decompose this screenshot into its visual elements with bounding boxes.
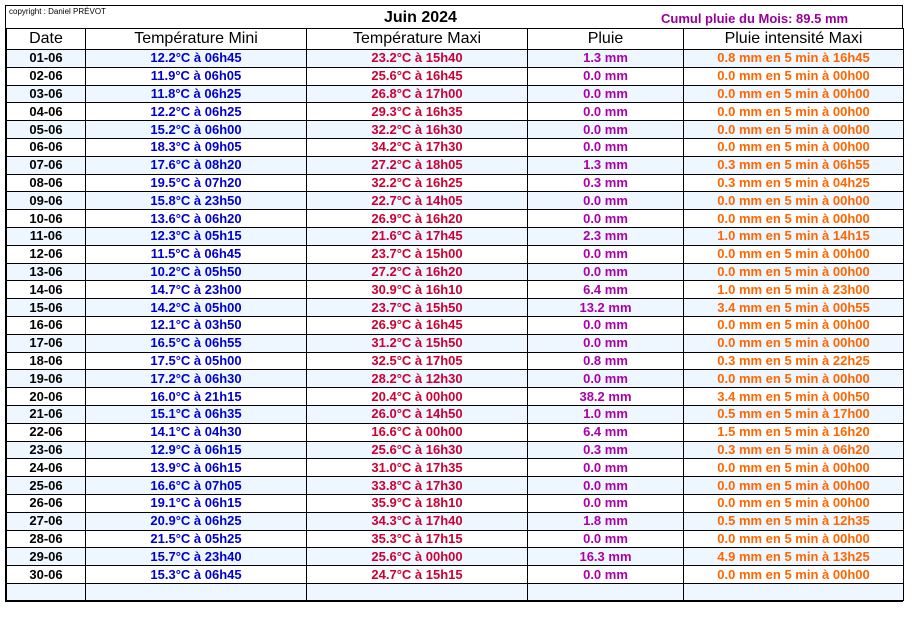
table-cell-rain: 0.0 mm xyxy=(528,210,684,228)
table-cell-temp-max: 24.7°C à 15h15 xyxy=(307,566,528,584)
table-cell-rain: 0.0 mm xyxy=(528,245,684,263)
table-cell-temp-min: 12.3°C à 05h15 xyxy=(86,227,307,245)
table-cell-temp-min: 15.3°C à 06h45 xyxy=(86,566,307,584)
table-header-row xyxy=(7,29,904,50)
table-cell-temp-min: 12.1°C à 03h50 xyxy=(86,316,307,334)
table-cell-rain-intensity: 0.0 mm en 5 min à 00h00 xyxy=(684,263,904,281)
table-cell-temp-max: 20.4°C à 00h00 xyxy=(307,388,528,406)
table-cell-temp-min: 17.2°C à 06h30 xyxy=(86,370,307,388)
table-cell-temp-min: 15.1°C à 06h35 xyxy=(86,405,307,423)
weather-table xyxy=(6,28,904,601)
table-cell-rain: 0.0 mm xyxy=(528,459,684,477)
table-cell-temp-max: 26.8°C à 17h00 xyxy=(307,85,528,103)
table-row xyxy=(7,121,904,139)
copyright-text: copyright : Daniel PRÉVOT xyxy=(9,7,106,16)
header-bar xyxy=(6,6,902,28)
table-cell-empty xyxy=(528,583,684,600)
table-cell-rain-intensity: 0.0 mm en 5 min à 00h00 xyxy=(684,459,904,477)
table-cell-date: 04-06 xyxy=(7,103,86,121)
table-cell-rain: 0.0 mm xyxy=(528,67,684,85)
table-cell-rain-intensity: 0.0 mm en 5 min à 00h00 xyxy=(684,566,904,584)
table-row xyxy=(7,405,904,423)
table-cell-temp-min: 16.5°C à 06h55 xyxy=(86,334,307,352)
table-row xyxy=(7,566,904,584)
table-cell-rain-intensity: 0.3 mm en 5 min à 06h55 xyxy=(684,156,904,174)
table-cell-rain: 0.0 mm xyxy=(528,370,684,388)
table-cell-temp-max: 35.3°C à 17h15 xyxy=(307,530,528,548)
table-row xyxy=(7,138,904,156)
table-row xyxy=(7,192,904,210)
table-cell-rain: 0.0 mm xyxy=(528,263,684,281)
table-cell-temp-max: 25.6°C à 16h30 xyxy=(307,441,528,459)
table-cell-rain: 0.0 mm xyxy=(528,334,684,352)
table-cell-temp-max: 34.3°C à 17h40 xyxy=(307,512,528,530)
table-cell-rain: 0.0 mm xyxy=(528,494,684,512)
table-cell-temp-max: 27.2°C à 16h20 xyxy=(307,263,528,281)
table-cell-temp-min: 13.9°C à 06h15 xyxy=(86,459,307,477)
table-cell-rain: 1.0 mm xyxy=(528,405,684,423)
table-cell-rain-intensity: 0.3 mm en 5 min à 04h25 xyxy=(684,174,904,192)
table-cell-temp-max: 32.2°C à 16h30 xyxy=(307,121,528,139)
table-cell-rain: 16.3 mm xyxy=(528,548,684,566)
table-cell-rain: 0.8 mm xyxy=(528,352,684,370)
table-cell-temp-max: 23.2°C à 15h40 xyxy=(307,50,528,68)
column-header-temp-min: Température Mini xyxy=(86,29,307,50)
table-cell-date: 10-06 xyxy=(7,210,86,228)
table-cell-rain-intensity: 0.0 mm en 5 min à 00h00 xyxy=(684,192,904,210)
page-title: Juin 2024 xyxy=(384,9,457,26)
table-cell-date: 15-06 xyxy=(7,299,86,317)
table-row xyxy=(7,494,904,512)
table-row xyxy=(7,281,904,299)
table-cell-rain: 6.4 mm xyxy=(528,281,684,299)
table-cell-date: 02-06 xyxy=(7,67,86,85)
table-cell-temp-min: 11.9°C à 06h05 xyxy=(86,67,307,85)
table-row xyxy=(7,530,904,548)
table-cell-date: 11-06 xyxy=(7,227,86,245)
table-cell-rain-intensity: 0.3 mm en 5 min à 06h20 xyxy=(684,441,904,459)
table-cell-empty xyxy=(86,583,307,600)
table-row xyxy=(7,423,904,441)
table-cell-temp-min: 19.5°C à 07h20 xyxy=(86,174,307,192)
table-cell-empty xyxy=(684,583,904,600)
table-cell-temp-min: 14.2°C à 05h00 xyxy=(86,299,307,317)
table-cell-rain-intensity: 1.0 mm en 5 min à 14h15 xyxy=(684,227,904,245)
table-cell-date: 20-06 xyxy=(7,388,86,406)
table-cell-temp-max: 33.8°C à 17h30 xyxy=(307,477,528,495)
table-row xyxy=(7,85,904,103)
table-cell-temp-min: 13.6°C à 06h20 xyxy=(86,210,307,228)
table-cell-empty xyxy=(7,583,86,600)
table-cell-temp-max: 26.9°C à 16h45 xyxy=(307,316,528,334)
table-row xyxy=(7,388,904,406)
table-row xyxy=(7,67,904,85)
table-row xyxy=(7,263,904,281)
table-cell-temp-max: 29.3°C à 16h35 xyxy=(307,103,528,121)
table-cell-temp-min: 21.5°C à 05h25 xyxy=(86,530,307,548)
table-cell-rain-intensity: 0.0 mm en 5 min à 00h00 xyxy=(684,334,904,352)
column-header-rain: Pluie xyxy=(528,29,684,50)
table-cell-temp-max: 23.7°C à 15h00 xyxy=(307,245,528,263)
table-cell-rain-intensity: 0.0 mm en 5 min à 00h00 xyxy=(684,477,904,495)
table-cell-temp-max: 26.9°C à 16h20 xyxy=(307,210,528,228)
table-cell-temp-max: 34.2°C à 17h30 xyxy=(307,138,528,156)
table-cell-date: 03-06 xyxy=(7,85,86,103)
table-cell-date: 22-06 xyxy=(7,423,86,441)
table-row xyxy=(7,334,904,352)
column-header-date: Date xyxy=(7,29,86,50)
table-cell-temp-min: 19.1°C à 06h15 xyxy=(86,494,307,512)
table-cell-rain: 0.0 mm xyxy=(528,85,684,103)
table-cell-temp-min: 16.6°C à 07h05 xyxy=(86,477,307,495)
table-cell-date: 23-06 xyxy=(7,441,86,459)
table-cell-temp-max: 30.9°C à 16h10 xyxy=(307,281,528,299)
table-cell-temp-max: 16.6°C à 00h00 xyxy=(307,423,528,441)
table-cell-date: 29-06 xyxy=(7,548,86,566)
table-cell-date: 25-06 xyxy=(7,477,86,495)
table-cell-temp-min: 11.8°C à 06h25 xyxy=(86,85,307,103)
table-cell-temp-min: 17.5°C à 05h00 xyxy=(86,352,307,370)
table-cell-rain-intensity: 0.5 mm en 5 min à 12h35 xyxy=(684,512,904,530)
table-cell-date: 24-06 xyxy=(7,459,86,477)
table-cell-rain: 38.2 mm xyxy=(528,388,684,406)
table-cell-temp-min: 16.0°C à 21h15 xyxy=(86,388,307,406)
table-cell-date: 01-06 xyxy=(7,50,86,68)
table-cell-date: 12-06 xyxy=(7,245,86,263)
table-row xyxy=(7,50,904,68)
monthly-weather-sheet xyxy=(5,5,903,602)
table-cell-date: 17-06 xyxy=(7,334,86,352)
table-cell-date: 16-06 xyxy=(7,316,86,334)
table-row xyxy=(7,210,904,228)
table-cell-temp-max: 26.0°C à 14h50 xyxy=(307,405,528,423)
table-cell-rain: 1.3 mm xyxy=(528,156,684,174)
table-cell-date: 07-06 xyxy=(7,156,86,174)
table-cell-rain-intensity: 0.0 mm en 5 min à 00h00 xyxy=(684,370,904,388)
table-cell-rain-intensity: 0.8 mm en 5 min à 16h45 xyxy=(684,50,904,68)
table-cell-rain-intensity: 3.4 mm en 5 min à 00h50 xyxy=(684,388,904,406)
table-cell-rain: 0.3 mm xyxy=(528,441,684,459)
table-cell-rain: 13.2 mm xyxy=(528,299,684,317)
table-cell-rain-intensity: 0.3 mm en 5 min à 22h25 xyxy=(684,352,904,370)
table-cell-date: 08-06 xyxy=(7,174,86,192)
table-cell-temp-min: 20.9°C à 06h25 xyxy=(86,512,307,530)
table-cell-rain: 0.0 mm xyxy=(528,477,684,495)
table-cell-rain-intensity: 0.0 mm en 5 min à 00h00 xyxy=(684,67,904,85)
table-row xyxy=(7,370,904,388)
table-cell-temp-min: 14.7°C à 23h00 xyxy=(86,281,307,299)
table-cell-date: 19-06 xyxy=(7,370,86,388)
table-row-empty xyxy=(7,583,904,600)
table-row xyxy=(7,352,904,370)
table-cell-temp-min: 12.2°C à 06h25 xyxy=(86,103,307,121)
table-cell-rain: 1.8 mm xyxy=(528,512,684,530)
table-cell-date: 27-06 xyxy=(7,512,86,530)
table-cell-rain-intensity: 0.5 mm en 5 min à 17h00 xyxy=(684,405,904,423)
table-cell-rain-intensity: 0.0 mm en 5 min à 00h00 xyxy=(684,316,904,334)
table-cell-rain: 6.4 mm xyxy=(528,423,684,441)
monthly-rain-total: Cumul pluie du Mois: 89.5 mm xyxy=(661,11,849,26)
table-cell-empty xyxy=(307,583,528,600)
table-cell-rain: 1.3 mm xyxy=(528,50,684,68)
table-cell-rain-intensity: 0.0 mm en 5 min à 00h00 xyxy=(684,245,904,263)
table-cell-rain: 0.0 mm xyxy=(528,566,684,584)
table-cell-temp-max: 32.5°C à 17h05 xyxy=(307,352,528,370)
table-cell-temp-max: 31.2°C à 15h50 xyxy=(307,334,528,352)
column-header-rain-intensity: Pluie intensité Maxi xyxy=(684,29,904,50)
table-cell-temp-min: 10.2°C à 05h50 xyxy=(86,263,307,281)
table-cell-date: 21-06 xyxy=(7,405,86,423)
table-row xyxy=(7,103,904,121)
table-cell-rain: 0.0 mm xyxy=(528,316,684,334)
table-cell-rain: 0.0 mm xyxy=(528,192,684,210)
table-cell-temp-max: 25.6°C à 16h45 xyxy=(307,67,528,85)
table-cell-rain-intensity: 1.5 mm en 5 min à 16h20 xyxy=(684,423,904,441)
table-row xyxy=(7,548,904,566)
table-row xyxy=(7,512,904,530)
table-row xyxy=(7,245,904,263)
table-row xyxy=(7,316,904,334)
table-cell-rain-intensity: 3.4 mm en 5 min à 00h55 xyxy=(684,299,904,317)
table-cell-rain-intensity: 1.0 mm en 5 min à 23h00 xyxy=(684,281,904,299)
table-cell-rain: 0.0 mm xyxy=(528,103,684,121)
table-cell-rain-intensity: 0.0 mm en 5 min à 00h00 xyxy=(684,494,904,512)
table-cell-date: 28-06 xyxy=(7,530,86,548)
table-cell-rain: 0.0 mm xyxy=(528,138,684,156)
table-cell-date: 13-06 xyxy=(7,263,86,281)
table-row xyxy=(7,227,904,245)
table-cell-date: 18-06 xyxy=(7,352,86,370)
table-row xyxy=(7,441,904,459)
table-row xyxy=(7,156,904,174)
table-cell-rain-intensity: 0.0 mm en 5 min à 00h00 xyxy=(684,85,904,103)
table-cell-temp-max: 27.2°C à 18h05 xyxy=(307,156,528,174)
table-cell-temp-min: 15.7°C à 23h40 xyxy=(86,548,307,566)
table-row xyxy=(7,477,904,495)
table-cell-temp-min: 15.8°C à 23h50 xyxy=(86,192,307,210)
table-cell-rain: 2.3 mm xyxy=(528,227,684,245)
table-cell-rain-intensity: 0.0 mm en 5 min à 00h00 xyxy=(684,210,904,228)
table-cell-temp-max: 23.7°C à 15h50 xyxy=(307,299,528,317)
table-row xyxy=(7,299,904,317)
table-cell-date: 09-06 xyxy=(7,192,86,210)
table-cell-temp-max: 31.0°C à 17h35 xyxy=(307,459,528,477)
table-cell-rain: 0.3 mm xyxy=(528,174,684,192)
table-cell-date: 06-06 xyxy=(7,138,86,156)
table-cell-date: 26-06 xyxy=(7,494,86,512)
table-cell-temp-min: 18.3°C à 09h05 xyxy=(86,138,307,156)
table-cell-temp-max: 28.2°C à 12h30 xyxy=(307,370,528,388)
table-cell-temp-min: 17.6°C à 08h20 xyxy=(86,156,307,174)
table-cell-temp-max: 21.6°C à 17h45 xyxy=(307,227,528,245)
table-cell-temp-min: 15.2°C à 06h00 xyxy=(86,121,307,139)
table-row xyxy=(7,174,904,192)
table-cell-temp-max: 32.2°C à 16h25 xyxy=(307,174,528,192)
table-cell-date: 05-06 xyxy=(7,121,86,139)
table-cell-rain: 0.0 mm xyxy=(528,530,684,548)
table-cell-temp-min: 12.9°C à 06h15 xyxy=(86,441,307,459)
table-row xyxy=(7,459,904,477)
column-header-temp-max: Température Maxi xyxy=(307,29,528,50)
table-body xyxy=(7,50,904,601)
table-cell-date: 30-06 xyxy=(7,566,86,584)
table-cell-rain-intensity: 4.9 mm en 5 min à 13h25 xyxy=(684,548,904,566)
table-cell-rain-intensity: 0.0 mm en 5 min à 00h00 xyxy=(684,121,904,139)
table-cell-rain-intensity: 0.0 mm en 5 min à 00h00 xyxy=(684,103,904,121)
table-cell-rain: 0.0 mm xyxy=(528,121,684,139)
table-cell-temp-max: 35.9°C à 18h10 xyxy=(307,494,528,512)
table-cell-rain-intensity: 0.0 mm en 5 min à 00h00 xyxy=(684,138,904,156)
table-cell-rain-intensity: 0.0 mm en 5 min à 00h00 xyxy=(684,530,904,548)
table-cell-temp-min: 11.5°C à 06h45 xyxy=(86,245,307,263)
table-cell-temp-min: 14.1°C à 04h30 xyxy=(86,423,307,441)
table-cell-date: 14-06 xyxy=(7,281,86,299)
table-cell-temp-max: 25.6°C à 00h00 xyxy=(307,548,528,566)
table-cell-temp-max: 22.7°C à 14h05 xyxy=(307,192,528,210)
table-cell-temp-min: 12.2°C à 06h45 xyxy=(86,50,307,68)
